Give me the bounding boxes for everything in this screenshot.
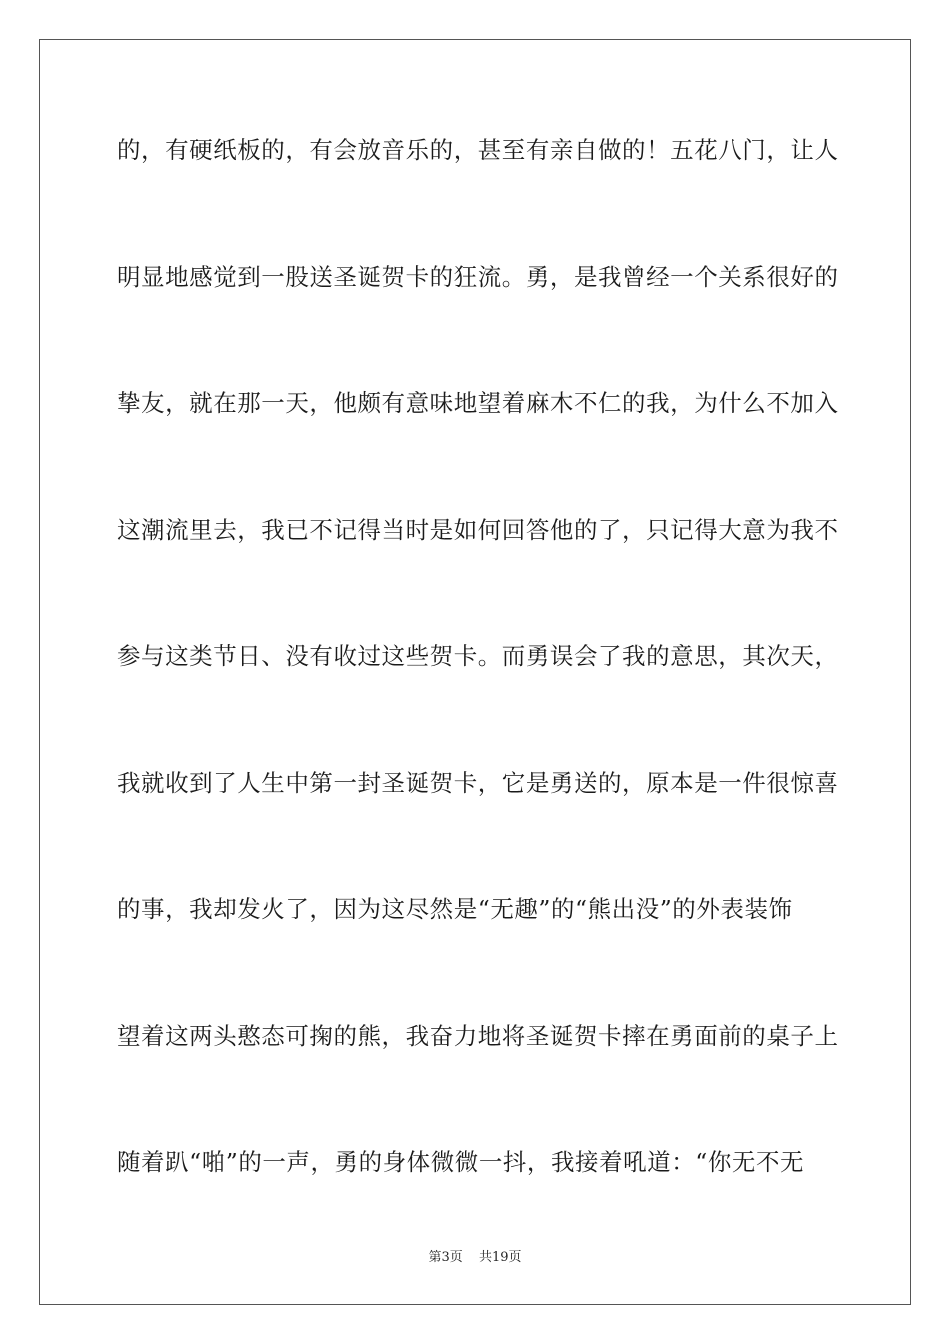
document-body xyxy=(117,128,839,1267)
text-line: 挚友，就在那一天，他颇有意味地望着麻木不仁的我，为什么不加入 xyxy=(117,389,839,417)
page-total: 共19页 xyxy=(478,1250,522,1265)
page-footer xyxy=(0,1246,950,1265)
text-line: 我就收到了人生中第一封圣诞贺卡，它是勇送的，原本是一件很惊喜 xyxy=(117,768,839,797)
text-line: 的事，我却发火了，因为这尽然是“无趣”的“熊出没”的外表装饰 xyxy=(117,895,793,923)
text-line: 参与这类节日、没有收过这些贺卡。而勇误会了我的意思，其次天， xyxy=(117,642,839,670)
page-number: 第3页 xyxy=(428,1250,463,1265)
text-line: 这潮流里去，我已不记得当时是如何回答他的了，只记得大意为我不 xyxy=(117,515,839,544)
text-line: 随着趴“啪”的一声，勇的身体微微一抖，我接着吼道：“你无不无 xyxy=(117,1148,805,1176)
text-line: 明显地感觉到一股送圣诞贺卡的狂流。勇，是我曾经一个关系很好的 xyxy=(117,262,839,291)
text-line: 望着这两头憨态可掬的熊，我奋力地将圣诞贺卡摔在勇面前的桌子上 xyxy=(117,1021,839,1050)
text-line: 的，有硬纸板的，有会放音乐的，甚至有亲自做的！五花八门，让人 xyxy=(117,136,839,164)
